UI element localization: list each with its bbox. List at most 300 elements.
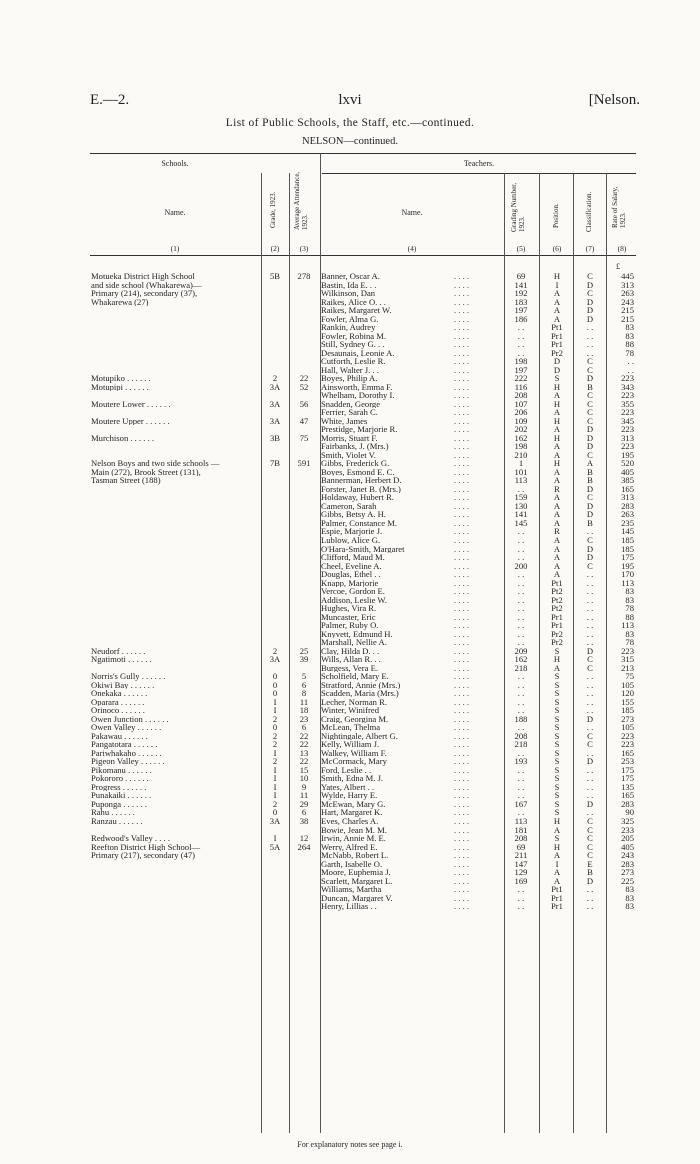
cell-teacher-name: Cheel, Eveline A. [321,561,382,571]
cell-leader-dots: . . . . [454,833,470,844]
table-row [0,434,700,443]
cell-grading-number: 107 [514,398,528,409]
cell-grade: 2 [272,756,278,767]
cell-salary: 135 [621,781,634,792]
col-classification: Classification. [585,191,593,232]
cell-position: S [554,739,560,750]
cell-leader-dots: . . . . [454,449,470,460]
col-grade: Grade, 1923. [269,191,277,228]
cell-teacher-name: Ainsworth, Emma F. [321,382,393,392]
cell-salary: 235 [621,517,634,528]
cell-grading-number: . . [517,747,525,758]
table-row [0,672,700,681]
cell-position: A [553,534,561,545]
table-row [0,894,700,903]
cell-grading-number: 197 [514,364,528,375]
cell-school-name: Pokororo . . . . . . [91,774,149,783]
cell-teacher-name: Nightingale, Albert G. [321,731,398,741]
cell-teacher-name: Werry, Alfred E. [321,842,378,852]
cell-position: A [553,662,561,673]
cell-classification: . . [586,620,594,631]
cell-grading-number: 218 [514,739,528,750]
table-row [0,391,700,400]
cell-leader-dots: . . . . [454,816,470,826]
cell-grading-number: 116 [514,381,528,392]
cell-grade: 3A [269,654,281,665]
cell-teacher-name: Craig, Georgina M. [321,714,389,724]
cell-leader-dots: . . . . [454,339,470,350]
cell-salary: 83 [625,901,634,912]
cell-salary: 165 [621,483,634,494]
cell-grading-number: . . [517,552,525,563]
page-subtitle: NELSON—continued. [302,136,398,147]
cell-attendance: 9 [301,781,307,792]
cell-position: Pt1 [551,884,563,895]
cell-grading-number: 109 [514,415,528,426]
cell-grade: 3B [269,432,281,443]
cell-grading-number: . . [517,892,525,903]
cell-classification: B [587,466,593,477]
table-row [0,519,700,528]
cell-position: H [553,398,561,409]
cell-school-name: Primary (214), secondary (37), [91,289,198,298]
cell-leader-dots: . . . . [454,764,470,775]
cell-leader-dots: . . . . [454,432,470,443]
cell-salary: 195 [621,560,634,571]
currency-symbol: £ [616,262,620,271]
cell-leader-dots: . . . . [454,356,470,367]
cell-position: S [554,764,560,775]
group-header-schools: Schools. [161,159,189,168]
cell-leader-dots: . . . . [454,313,470,324]
cell-grading-number: 113 [514,475,528,486]
cell-grading-number: . . [517,543,525,554]
cell-teacher-name: Williams, Martha [321,885,382,894]
cell-attendance: 11 [299,696,309,707]
cell-teacher-name: Yates, Albert . . [321,782,375,792]
cell-teacher-name: Scarlett, Margaret L. [321,876,393,886]
cell-salary: 263 [621,288,634,299]
footnote: For explanatory notes see page i. [297,1140,403,1149]
cell-classification: . . [586,790,594,801]
cell-attendance: 75 [299,432,309,443]
cell-classification: D [586,645,594,656]
cell-salary: 215 [621,313,634,324]
table-row [0,527,700,536]
table-row [0,383,700,392]
table-row [0,400,700,409]
cell-classification: . . [586,688,594,699]
cell-attendance: 22 [299,730,309,741]
cell-grading-number: 145 [514,517,528,528]
cell-position: S [554,747,560,758]
cell-salary: 223 [621,424,634,435]
table-row [0,442,700,451]
cell-salary: 223 [621,407,634,418]
cell-classification: . . [586,705,594,716]
cell-school-name: Puponga . . . . . . [91,799,147,809]
table-row [0,826,700,835]
table-row [0,732,700,741]
cell-grading-number: . . [517,339,525,350]
cell-classification: D [586,509,594,520]
col-number-4: (4) [407,244,417,253]
table-row [0,417,700,426]
cell-leader-dots: . . . . [454,611,470,622]
cell-teacher-name: Stratford, Annie (Mrs.) [321,680,401,690]
cell-leader-dots: . . . . [454,884,470,895]
cell-classification: D [586,305,594,316]
cell-classification: C [587,492,593,503]
cell-school-name: Redwood's Valley . . . . [91,834,170,843]
cell-grading-number: . . [517,586,525,597]
cell-salary: 175 [621,764,634,775]
cell-classification: C [587,271,593,281]
cell-school-name: Primary (217), secondary (47) [91,851,196,860]
cell-teacher-name: Gibbs, Betsy A. H. [321,510,386,519]
cell-classification: D [586,552,594,563]
table-row [0,774,700,783]
cell-grading-number: . . [517,901,525,912]
cell-teacher-name: Gibbs, Frederick G. [321,459,390,468]
table-row [0,851,700,860]
cell-teacher-name: Eves, Charles A. [321,817,379,826]
cell-grade: 3A [269,816,281,826]
cell-teacher-name: Raikes, Margaret W. [321,306,392,315]
cell-grading-number: . . [517,322,525,333]
cell-classification: . . [586,773,594,784]
cell-attendance: 22 [299,756,309,767]
cell-position: H [553,654,561,665]
cell-position: S [554,798,560,809]
cell-grading-number: 193 [514,756,528,767]
cell-classification: . . [586,807,594,818]
cell-school-name: Main (272), Brook Street (131), [91,467,201,477]
cell-salary: 253 [621,756,634,767]
cell-grading-number: . . [517,696,525,707]
cell-leader-dots: . . . . [454,696,470,707]
cell-salary: 385 [621,475,634,486]
cell-classification: . . [586,781,594,792]
col-number-1: (1) [170,244,180,253]
cell-leader-dots: . . . . [454,688,470,699]
cell-teacher-name: McCormack, Mary [321,757,387,766]
cell-school-name: Motueka District High School [91,272,195,281]
cell-position: H [553,415,561,426]
cell-attendance: 25 [299,645,309,656]
cell-leader-dots: . . . . [454,645,470,656]
cell-grade: 2 [272,730,278,741]
cell-teacher-name: Clifford, Maud M. [321,553,385,562]
cell-leader-dots: . . . . [454,637,470,648]
cell-leader-dots: . . . . [454,390,470,401]
cell-grade: 0 [272,671,278,682]
cell-classification: C [587,390,593,401]
cell-grade: 0 [272,722,278,733]
cell-leader-dots: . . . . [454,475,470,486]
table-row [0,408,700,417]
cell-salary: 223 [621,739,634,750]
cell-grade: I [273,781,277,792]
cell-classification: . . [586,764,594,775]
cell-grading-number: 202 [514,424,528,435]
cell-teacher-name: Wilkinson, Dan [321,289,376,298]
cell-salary: 175 [621,773,634,784]
cell-leader-dots: . . . . [454,679,470,690]
cell-leader-dots: . . . . [454,807,470,818]
cell-classification: C [587,833,593,844]
cell-attendance: 22 [299,373,309,384]
cell-salary: 78 [625,603,634,614]
cell-salary: 355 [621,398,634,409]
cell-leader-dots: . . . . [454,747,470,758]
cell-position: S [554,756,560,767]
cell-classification: C [587,850,593,861]
table-row [0,638,700,647]
cell-leader-dots: . . . . [454,603,470,614]
table-row [0,315,700,324]
cell-school-name: Pakawau . . . . . . [91,731,148,741]
cell-position: S [554,722,560,733]
table-row [0,843,700,852]
cell-school-name: Pariwhakaho . . . . . . [91,748,162,758]
cell-school-name: Progress . . . . . . [91,782,147,792]
cell-classification: D [586,296,594,307]
cell-leader-dots: . . . . [454,458,470,469]
cell-grading-number: . . [517,569,525,580]
region-header: [Nelson. [588,92,640,108]
table-row [0,800,700,809]
table-row [0,323,700,332]
cell-classification: . . [586,679,594,690]
cell-teacher-name: Henry, Lillias . . [321,902,377,911]
cell-grading-number: 129 [514,867,528,878]
cell-attendance: 278 [297,271,311,281]
cell-grading-number: 162 [514,654,528,665]
cell-classification: D [586,543,594,554]
cell-teacher-name: Walkey, William F. [321,748,387,758]
cell-school-name: and side school (Whakarewa)— [91,280,202,290]
cell-position: I [555,858,559,869]
cell-grading-number: 197 [514,305,528,316]
cell-position: Pt2 [551,594,563,605]
table-row [0,357,700,366]
cell-grading-number: . . [517,790,525,801]
cell-position: Pt2 [551,586,563,597]
cell-salary: 105 [621,722,634,733]
cell-school-name: Rahu . . . . . . [91,808,135,818]
cell-teacher-name: Bastin, Ida E. . . [321,280,377,290]
cell-salary: 145 [621,526,634,537]
cell-teacher-name: Boyes, Philip A. [321,374,378,383]
cell-grading-number: 69 [516,841,526,852]
table-row [0,604,700,613]
cell-position: R [554,526,560,537]
cell-grading-number: . . [517,611,525,622]
cell-salary: 83 [625,594,634,605]
cell-leader-dots: . . . . [454,424,470,435]
cell-leader-dots: . . . . [454,790,470,801]
cell-leader-dots: . . . . [454,305,470,316]
cell-salary: 343 [621,381,634,392]
cell-leader-dots: . . . . [454,824,470,835]
cell-salary: 313 [621,279,634,290]
cell-school-name: Neudorf . . . . . . [91,646,146,656]
cell-teacher-name: Morris, Stuart F. [321,433,378,443]
table-row [0,740,700,749]
cell-grading-number: 159 [514,492,528,503]
cell-teacher-name: Garth, Isabelle O. [321,859,383,869]
cell-teacher-name: Burgess, Vera E. [321,663,378,673]
cell-grading-number: . . [517,781,525,792]
cell-salary: 223 [621,730,634,741]
cell-grade: 5B [269,271,281,281]
cell-classification: . . [586,884,594,895]
cell-leader-dots: . . . . [454,543,470,554]
cell-leader-dots: . . . . [454,594,470,605]
cell-grading-number: 208 [514,833,528,844]
cell-grading-number: 208 [514,730,528,741]
cell-salary: 223 [621,373,634,384]
cell-classification: C [587,816,593,826]
cell-leader-dots: . . . . [454,773,470,784]
cell-position: H [553,841,561,852]
cell-school-name: Norris's Gully . . . . . . [91,672,166,681]
cell-school-name: Punakaiki . . . . . . [91,791,152,800]
header-bottom-rule [90,255,636,256]
cell-classification: . . [586,339,594,350]
cell-salary: 445 [621,271,634,281]
cell-leader-dots: . . . . [454,577,470,588]
cell-position: S [554,781,560,792]
cell-school-name: Pigeon Valley . . . . . . [91,757,165,766]
cell-classification: D [586,424,594,435]
cell-teacher-name: Bowie, Jean M. M. [321,825,387,835]
cell-leader-dots: . . . . [454,279,470,290]
cell-position: S [554,833,560,844]
table-row [0,868,700,877]
cell-salary: 233 [621,824,634,835]
cell-position: Pr2 [551,628,563,639]
cell-teacher-name: Fowler, Alma G. [321,314,379,324]
cell-salary: 113 [621,577,634,588]
cell-teacher-name: Boyes, Esmond E. C. [321,467,395,477]
cell-teacher-name: Espie, Marjorie J. [321,527,383,536]
cell-grading-number: 141 [514,509,528,520]
cell-position: A [553,390,561,401]
cell-position: Pr1 [551,901,563,912]
cell-position: S [554,645,560,656]
cell-position: S [554,705,560,716]
cell-grading-number: 198 [514,356,528,367]
cell-teacher-name: Moore, Euphemia J. [321,868,391,877]
cell-position: A [553,569,561,580]
col-salary: Rate of Salary, 1923. [611,186,627,228]
cell-salary: 88 [625,611,634,622]
cell-position: A [553,475,561,486]
cell-teacher-name: Wills, Allan R. . . [321,655,381,664]
table-row [0,902,700,911]
cell-salary: 83 [625,892,634,903]
cell-grading-number: 186 [514,313,528,324]
cell-position: S [554,730,560,741]
table-row [0,289,700,298]
cell-position: A [553,313,561,324]
table-row [0,596,700,605]
cell-classification: D [586,500,594,511]
cell-position: H [553,458,561,469]
cell-classification: . . [586,901,594,912]
cell-leader-dots: . . . . [454,569,470,580]
cell-classification: . . [586,696,594,707]
cell-classification: . . [586,671,594,682]
cell-leader-dots: . . . . [454,492,470,503]
table-row [0,808,700,817]
cell-teacher-name: Fowler, Robina M. [321,331,387,341]
table-row [0,298,700,307]
cell-salary: 170 [621,569,634,580]
cell-grading-number: 188 [514,713,528,724]
cell-teacher-name: Holdaway, Hubert R. [321,493,394,502]
cell-classification: B [587,867,593,878]
cell-classification: D [586,875,594,886]
cell-grading-number: 210 [514,449,528,460]
cell-classification: . . [586,747,594,758]
cell-classification: . . [586,569,594,580]
cell-school-name: Tasman Street (188) [91,476,161,485]
cell-teacher-name: Palmer, Constance M. [321,518,398,528]
cell-grading-number: . . [517,688,525,699]
cell-grading-number: 101 [514,466,528,477]
cell-grade: 2 [272,373,278,384]
cell-teacher-name: Smith, Edna M. J. [321,774,384,783]
cell-teacher-name: Whelham, Dorothy I. [321,391,395,400]
cell-grade: I [273,696,277,707]
cell-classification: . . [586,637,594,648]
cell-position: S [554,773,560,784]
cell-salary: 185 [621,543,634,554]
cell-salary: 520 [621,458,634,469]
table-row [0,681,700,690]
cell-teacher-name: Raikes, Alice O. . . [321,297,386,307]
table-row [0,553,700,562]
table-row [0,630,700,639]
cell-salary: 165 [621,747,634,758]
cell-leader-dots: . . . . [454,381,470,392]
cell-attendance: 8 [301,688,307,699]
cell-grade: 3A [269,381,281,392]
cell-grading-number: 208 [514,390,528,401]
cell-leader-dots: . . . . [454,875,470,886]
cell-attendance: 15 [299,764,309,775]
report-code: E.—2. [90,92,130,108]
cell-salary: 223 [621,441,634,452]
cell-leader-dots: . . . . [454,509,470,520]
cell-leader-dots: . . . . [454,483,470,494]
cell-grading-number: 218 [514,662,528,673]
cell-classification: . . [586,892,594,903]
cell-leader-dots: . . . . [454,739,470,750]
cell-leader-dots: . . . . [454,730,470,741]
table-row [0,459,700,468]
cell-grade: 7B [269,458,281,469]
cell-school-name: Nelson Boys and two side schools — [91,459,220,468]
cell-school-name: Murchison . . . . . . [91,433,155,443]
cell-teacher-name: Lecher, Norman R. [321,697,387,707]
cell-grading-number: . . [517,722,525,733]
cell-position: S [554,696,560,707]
table-row [0,281,700,290]
